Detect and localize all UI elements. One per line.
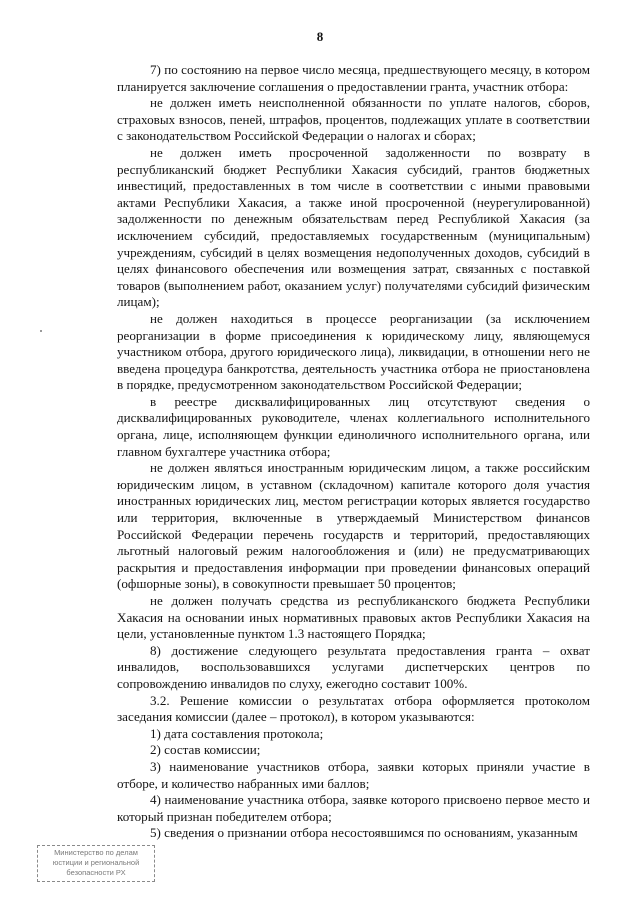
list-item-winner: 4) наименование участника отбора, заявке которого присвоено первое место и который признан победителем отбора; <box>117 792 590 824</box>
stamp-line: безопасности РХ <box>66 868 126 877</box>
paragraph-3-2-decision: 3.2. Решение комиссии о результатах отбора оформляется протоколом заседания комиссии (далее – протокол), в котором указываются: <box>117 692 590 725</box>
paragraph-no-overdue-debt: не должен иметь просроченной задолженности по возврату в республиканский бюджет Республики Хакасия субсидий, грантов бюджетных инвестиций, предоставленных в том числе в соответствии с иными правовыми актами Республики Хакасия, а также иной просроченной (неурегулированной) задолженности по денежным обязательствам перед Республикой Хакасия (за исключением субсидий, предоставляемых государственным (муниципальным) учреждениям, субсидий в целях возмещения недополученных доходов, субсидий в целях финансового обеспечения или возмещения затрат, связанных с поставкой товаров (выполнением работ, оказанием услуг) получателями субсидий физическим лицам); <box>117 144 590 310</box>
paragraph-item-8-result: 8) достижение следующего результата предоставления гранта – охват инвалидов, воспользовавшихся услугами диспетчерских центров по сопровождению инвалидов по слуху, ежегодно составит 100%. <box>117 642 590 691</box>
stamp-line: Министерство по делам <box>54 848 138 857</box>
paragraph-no-reorganization: не должен находиться в процессе реорганизации (за исключением реорганизации в форме присоединения к юридическому лицу, являющемуся участником отбора, другого юридического лица), ликвидации, в отношении него не введена процедура банкротства, деятельность участника отбора не приостановлена в порядке, предусмотренном законодательством Российской Федерации; <box>117 310 590 393</box>
page-number: 8 <box>316 29 324 44</box>
list-item-participants: 3) наименование участников отбора, заявки которых приняли участие в отборе, и количество набранных ими баллов; <box>117 758 590 791</box>
paragraph-disqualified-registry: в реестре дисквалифицированных лиц отсутствуют сведения о дисквалифицированных руководителе, членах коллегиального исполнительного органа, лице, исполняющем функции единоличного исполнительного органа, или главном бухгалтере участника отбора; <box>117 393 590 459</box>
paragraph-no-tax-debt: не должен иметь неисполненной обязанности по уплате налогов, сборов, страховых взносов, пеней, штрафов, процентов, подлежащих уплате в соответствии с законодательством Российской Федерации о налогах и сборах; <box>117 95 590 144</box>
paragraph-item-7: 7) по состоянию на первое число месяца, предшествующего месяцу, в котором планируется заключение соглашения о предоставлении гранта, участник отбора: <box>117 62 590 94</box>
paragraph-no-other-funds: не должен получать средства из республиканского бюджета Республики Хакасия на основании иных нормативных правовых актов Республики Хакасия на цели, установленные пунктом 1.3 настоящего Порядка; <box>117 593 590 642</box>
registration-stamp <box>37 845 155 882</box>
document-body <box>117 62 590 842</box>
list-item-protocol-date: 1) дата составления протокола; <box>150 725 324 741</box>
scan-speck <box>40 330 42 332</box>
list-item-failed-selection: 5) сведения о признании отбора несостоявшимся по основаниям, указанным <box>150 825 578 841</box>
stamp-line: юстиции и региональной <box>52 858 140 867</box>
paragraph-not-foreign-entity: не должен являться иностранным юридическим лицом, а также российским юридическим лицом, в уставном (складочном) капитале которого доля участия иностранных юридических лиц, местом регистрации которых является государство или территория, включенные в утверждаемый Министерством финансов Российской Федерации перечень государств и территорий, предоставляющих льготный налоговый режим налогообложения и (или) не предусматривающих раскрытия и предоставления информации при проведении финансовых операций (офшорные зоны), в совокупности превышает 50 процентов; <box>117 460 590 592</box>
list-item-commission: 2) состав комиссии; <box>150 742 261 758</box>
